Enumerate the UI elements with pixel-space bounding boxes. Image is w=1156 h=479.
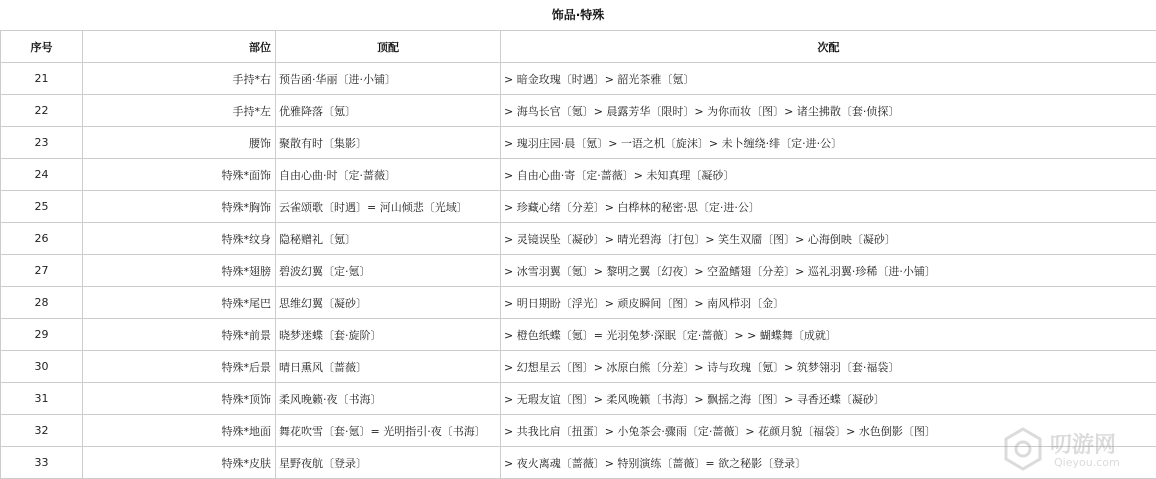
table-row	[1, 159, 1156, 191]
cell-top: 云雀颂歌〔时遇〕= 河山倾悲〔光域〕	[276, 191, 501, 223]
table-row	[1, 95, 1156, 127]
cell-top: 思维幻翼〔凝砂〕	[276, 287, 501, 319]
column-header-no: 序号	[1, 31, 83, 63]
table-row	[1, 287, 1156, 319]
cell-no: 31	[1, 383, 83, 415]
cell-sub: > 瑰羽庄园·晨〔氪〕> 一语之机〔旋沫〕> 未卜缠绕·绯〔定·进·公〕	[501, 127, 1156, 159]
cell-part: 特殊*地面	[83, 415, 276, 447]
cell-top: 优雅降落〔氪〕	[276, 95, 501, 127]
cell-sub: > 自由心曲·寄〔定·蔷薇〕> 未知真理〔凝砂〕	[501, 159, 1156, 191]
cell-no: 24	[1, 159, 83, 191]
cell-no: 33	[1, 447, 83, 479]
watermark-emblem-icon	[1000, 426, 1046, 472]
cell-top: 舞花吹雪〔套·氪〕= 光明指引·夜〔书海〕	[276, 415, 501, 447]
cell-part: 特殊*纹身	[83, 223, 276, 255]
cell-top: 晴日熏风〔蔷薇〕	[276, 351, 501, 383]
column-header-part: 部位	[83, 31, 276, 63]
cell-part: 特殊*尾巴	[83, 287, 276, 319]
table-row	[1, 319, 1156, 351]
cell-part: 特殊*面饰	[83, 159, 276, 191]
cell-top: 隐秘赠礼〔氪〕	[276, 223, 501, 255]
cell-no: 28	[1, 287, 83, 319]
cell-top: 星野夜航〔登录〕	[276, 447, 501, 479]
table-row	[1, 351, 1156, 383]
cell-top: 晓梦迷蝶〔套·旋阶〕	[276, 319, 501, 351]
table-row	[1, 447, 1156, 479]
cell-sub: > 灵镜误坠〔凝砂〕> 晴光碧海〔打包〕> 笑生双靥〔图〕> 心海倒映〔凝砂〕	[501, 223, 1156, 255]
table-row	[1, 415, 1156, 447]
cell-part: 特殊*皮肤	[83, 447, 276, 479]
cell-sub: > 夜火离魂〔蔷薇〕> 特别演练〔蔷薇〕= 欲之秘影〔登录〕	[501, 447, 1156, 479]
accessory-table	[0, 30, 1156, 479]
cell-top: 碧波幻翼〔定·氪〕	[276, 255, 501, 287]
table-row	[1, 255, 1156, 287]
cell-part: 特殊*翅膀	[83, 255, 276, 287]
cell-sub: > 橙色纸蝶〔氪〕= 光羽兔梦·深眠〔定·蔷薇〕> > 蝴蝶舞〔成就〕	[501, 319, 1156, 351]
cell-no: 26	[1, 223, 83, 255]
table-row	[1, 191, 1156, 223]
table-header-row	[1, 31, 1156, 63]
watermark-url: Qieyou.com	[1054, 456, 1120, 469]
cell-sub: > 海鸟长官〔氪〕> 晨露芳华〔限时〕> 为你而妆〔图〕> 诸尘拂散〔套·侦探〕	[501, 95, 1156, 127]
cell-top: 预告函·华丽〔进·小铺〕	[276, 63, 501, 95]
cell-sub: > 珍藏心绪〔分差〕> 白桦林的秘密·思〔定·进·公〕	[501, 191, 1156, 223]
cell-part: 手持*右	[83, 63, 276, 95]
column-header-top: 顶配	[276, 31, 501, 63]
table-row	[1, 127, 1156, 159]
cell-sub: > 冰雪羽翼〔氪〕> 黎明之翼〔幻夜〕> 空盈鳍翅〔分差〕> 巡礼羽翼·珍稀〔进·小铺〕	[501, 255, 1156, 287]
page-title: 饰品·特殊	[551, 8, 605, 22]
watermark-logo	[1000, 426, 1150, 476]
cell-sub: > 明日期盼〔浮光〕> 顽皮瞬间〔图〕> 南风栉羽〔金〕	[501, 287, 1156, 319]
cell-sub: > 无瑕友谊〔图〕> 柔风晚籁〔书海〕> 飘摇之海〔图〕> 寻香还蝶〔凝砂〕	[501, 383, 1156, 415]
column-header-sub: 次配	[501, 31, 1156, 63]
cell-part: 特殊*前景	[83, 319, 276, 351]
cell-no: 22	[1, 95, 83, 127]
cell-part: 特殊*顶饰	[83, 383, 276, 415]
cell-no: 27	[1, 255, 83, 287]
cell-top: 柔风晚籁·夜〔书海〕	[276, 383, 501, 415]
cell-no: 23	[1, 127, 83, 159]
cell-sub: > 共我比肩〔扭蛋〕> 小兔茶会·骤雨〔定·蔷薇〕> 花颜月貌〔福袋〕> 水色倒影〔图〕	[501, 415, 1156, 447]
cell-top: 自由心曲·时〔定·蔷薇〕	[276, 159, 501, 191]
cell-no: 21	[1, 63, 83, 95]
cell-sub: > 暗金玫瑰〔时遇〕> 韶光茶雅〔氪〕	[501, 63, 1156, 95]
cell-no: 32	[1, 415, 83, 447]
cell-no: 29	[1, 319, 83, 351]
cell-no: 25	[1, 191, 83, 223]
cell-no: 30	[1, 351, 83, 383]
cell-part: 腰饰	[83, 127, 276, 159]
cell-sub: > 幻想星云〔图〕> 冰原白熊〔分差〕> 诗与玫瑰〔氪〕> 筑梦翎羽〔套·福袋〕	[501, 351, 1156, 383]
table-row	[1, 383, 1156, 415]
table-row	[1, 63, 1156, 95]
cell-top: 聚散有时〔集影〕	[276, 127, 501, 159]
watermark-text: 叨游网	[1050, 433, 1117, 458]
cell-part: 手持*左	[83, 95, 276, 127]
table-row	[1, 223, 1156, 255]
cell-part: 特殊*胸饰	[83, 191, 276, 223]
cell-part: 特殊*后景	[83, 351, 276, 383]
